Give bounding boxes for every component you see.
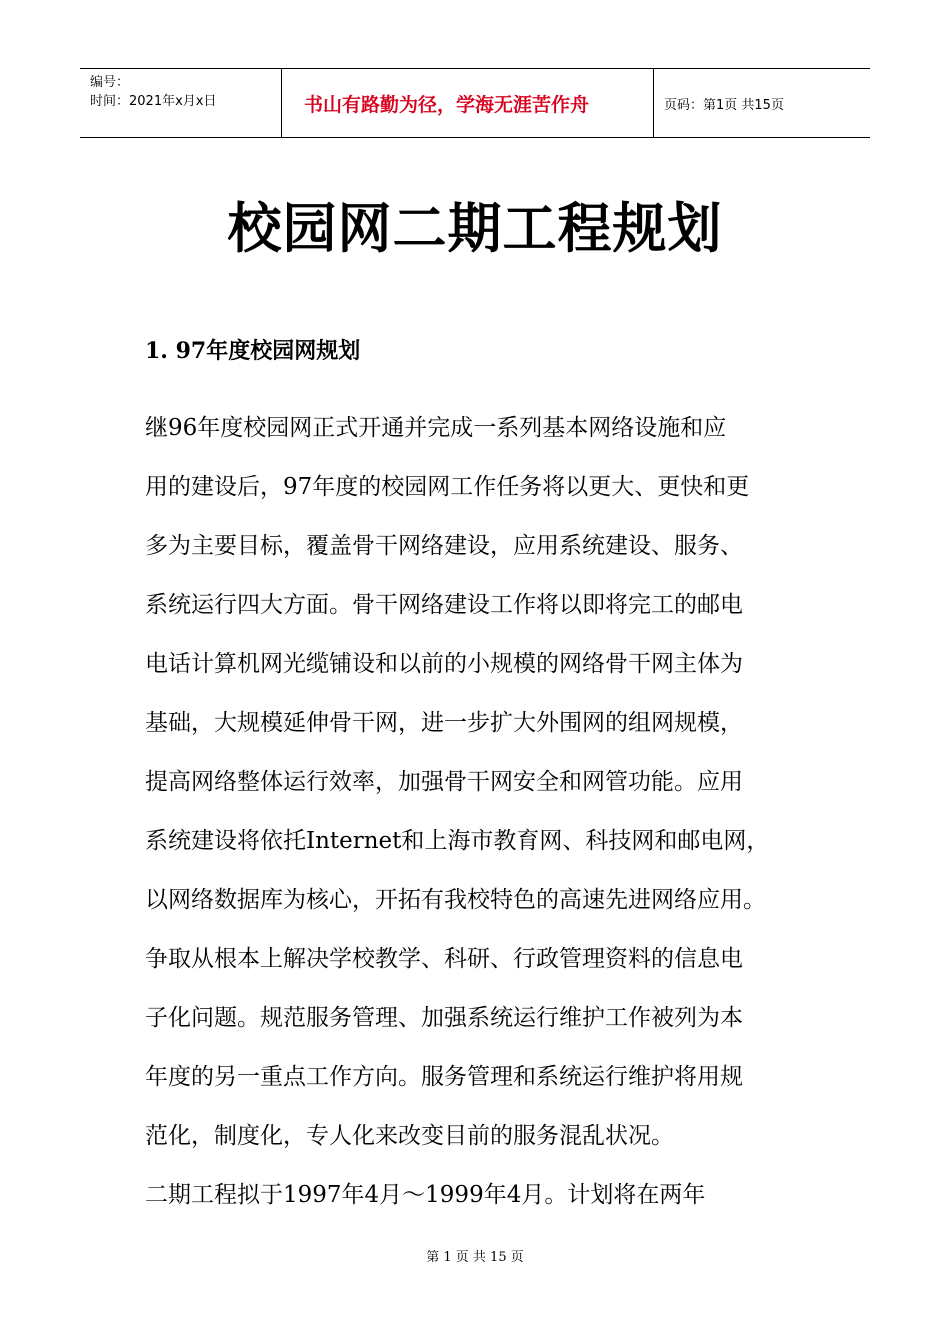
body-line: 多为主要目标，覆盖骨干网络建设，应用系统建设、服务、 — [145, 533, 743, 559]
body-line: 电话计算机网光缆铺设和以前的小规模的网络骨干网主体为 — [145, 651, 743, 677]
document-header — [80, 68, 870, 138]
number-label: 编号： — [90, 75, 130, 90]
body-line: 争取从根本上解决学校教学、科研、行政管理资料的信息电 — [145, 946, 743, 972]
section-heading: 1. 97年度校园网规划 — [145, 338, 361, 364]
body-text — [145, 408, 845, 1234]
document-title: 校园网二期工程规划 — [227, 197, 723, 260]
header-motto: 书山有路勤为径，学海无涯苦作舟 — [281, 69, 654, 137]
body-line: 用的建设后，97年度的校园网工作任务将以更大、更快和更 — [145, 474, 750, 500]
body-line: 二期工程拟于1997年4月～1999年4月。计划将在两年 — [145, 1182, 706, 1208]
body-line: 系统运行四大方面。骨干网络建设工作将以即将完工的邮电 — [145, 592, 743, 618]
body-line: 继96年度校园网正式开通并完成一系列基本网络设施和应 — [145, 415, 727, 441]
body-line: 提高网络整体运行效率，加强骨干网安全和网管功能。应用 — [145, 769, 743, 795]
date-label: 时间：2021年x月x日 — [90, 94, 217, 109]
body-line: 范化，制度化，专人化来改变目前的服务混乱状况。 — [145, 1123, 674, 1149]
header-meta — [80, 69, 281, 137]
body-line: 系统建设将依托Internet和上海市教育网、科技网和邮电网， — [145, 828, 770, 854]
body-line: 基础，大规模延伸骨干网，进一步扩大外围网的组网规模， — [145, 710, 743, 736]
body-line: 年度的另一重点工作方向。服务管理和系统运行维护将用规 — [145, 1064, 743, 1090]
page-footer: 第 1 页 共 15 页 — [426, 1250, 524, 1265]
body-line: 子化问题。规范服务管理、加强系统运行维护工作被列为本 — [145, 1005, 743, 1031]
body-line: 以网络数据库为核心，开拓有我校特色的高速先进网络应用。 — [145, 887, 766, 913]
header-page-info: 页码：第1页 共15页 — [664, 97, 784, 113]
